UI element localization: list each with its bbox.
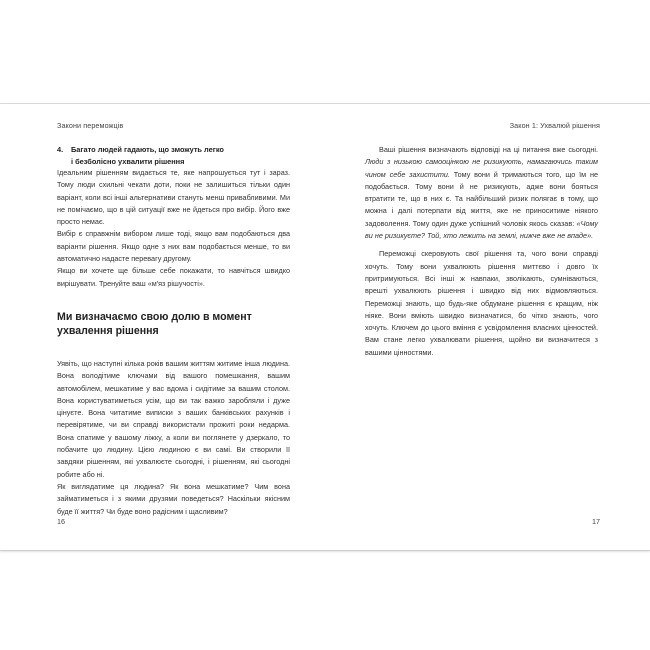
paragraph: Вибір є справжнім вибором лише тоді, якщо вам подобаються два варіанти рішення. Якщо одне з них вам подобається менше, то ви автоматично надасте перевагу другому.: [57, 229, 290, 264]
left-text-column: [57, 144, 290, 518]
text-run: Тому вони й тримаються того, що їм не подобається. Тому вони й не ризикують, адже вони бояться втратити те, що в них є. Та найбільший ризик полягає в тому, що можна і далі потерпати від життя, яке не приноситиме ніякого задоволення. Тому один дуже успішний чоловік якось сказав:: [365, 169, 598, 228]
italic-quote: «Чому ви не ризикуєте? Той, хто лежить на землі, нижче вже не впаде».: [365, 218, 598, 241]
running-head-left: Закони переможців: [57, 121, 124, 130]
book-spread: [0, 103, 650, 551]
page-number-right: 17: [592, 517, 600, 526]
paragraph: Якщо ви хочете ще більше себе покажати, то навчіться швидко вирішувати. Тренуйте ваш «м'яз рішучості».: [57, 266, 290, 288]
list-item-heading: [57, 144, 290, 167]
running-head-right: Закон 1: Ухвалюй рішення: [509, 121, 600, 130]
section-heading: [57, 310, 290, 338]
item-line-1: Багато людей гадають, що зможуть легко: [71, 145, 224, 154]
page-number-left: 16: [57, 517, 65, 526]
italic-quote: Люди з низькою самооцінкою не ризикують, намагаючись таким чином себе захистити.: [365, 157, 598, 179]
right-page: [325, 104, 650, 550]
text-run: Ваші рішення визначають відповіді на ці питання вже сьогодні.: [379, 145, 598, 154]
paragraph: Переможці скеровують свої рішення та, чого вони справді хочуть. Тому вони ухвалюють рішення миттєво і довго їх притримуються. Всі інші ж навпаки, зволікають, сумніваються, врешті ухвалюють рішення і швидко від них відмовляються. Переможці знають, що будь-яке обдумане рішення є кращим, ніж ніяке. Вони вміють швидко визначатися, бо чітко знають, чого хочуть. Ключем до цього вміння є усвідомлення власних цінностей. Вам стане легко ухвалювати рішення, щойно ви визначитеся з вашими цінностями.: [365, 249, 598, 357]
paragraph: Уявіть, що наступні кілька років вашим життям житиме інша людина. Вона володітиме ключами від вашого помешкання, вашим автомобілем, мешкатиме у вас вдома і сидітиме за вашим столом. Вона користуватиметься усім, що ви так важко заробляли і дуже цінуєте. Вона читатиме виписки з ваших банківських рахунків і перевірятиме, чи ви справді використали прожиті роки недарма. Вона спатиме у вашому ліжку, а коли ви поглянете у дзеркало, то побачите цю людину. Цією людиною є ви самі. Ви створили її завдяки рішенням, які ухвалюєте сьогодні, і рішенням, які сьогодні робите або ні.: [57, 358, 290, 479]
item-line-2: і безболісно ухвалити рішення: [71, 156, 185, 166]
paragraph: [365, 144, 598, 242]
item-number: 4.: [57, 145, 64, 154]
paragraph: Як виглядатиме ця людина? Як вона мешкатиме? Чим вона займатиметься і з якими друзями поведеться? Наскільки якісним буде її життя? Чи буде воно радісним і щасливим?: [57, 481, 290, 516]
section-heading-line-1: Ми визначаємо свою долю в момент: [57, 310, 252, 323]
paragraph: Ідеальним рішенням видається те, яке напрошується тут і зараз. Тому люди схильні чекати доти, поки не залишиться тільки один варіант, коли всі інші альтернативи стануть менш привабливими. Ми не помічаємо, що в цій ситуації вже не йдеться про вибір. Його вже просто немає.: [57, 168, 290, 227]
section-heading-line-2: ухвалення рішення: [57, 324, 159, 337]
left-page: [0, 104, 325, 550]
right-text-column: [365, 144, 598, 359]
